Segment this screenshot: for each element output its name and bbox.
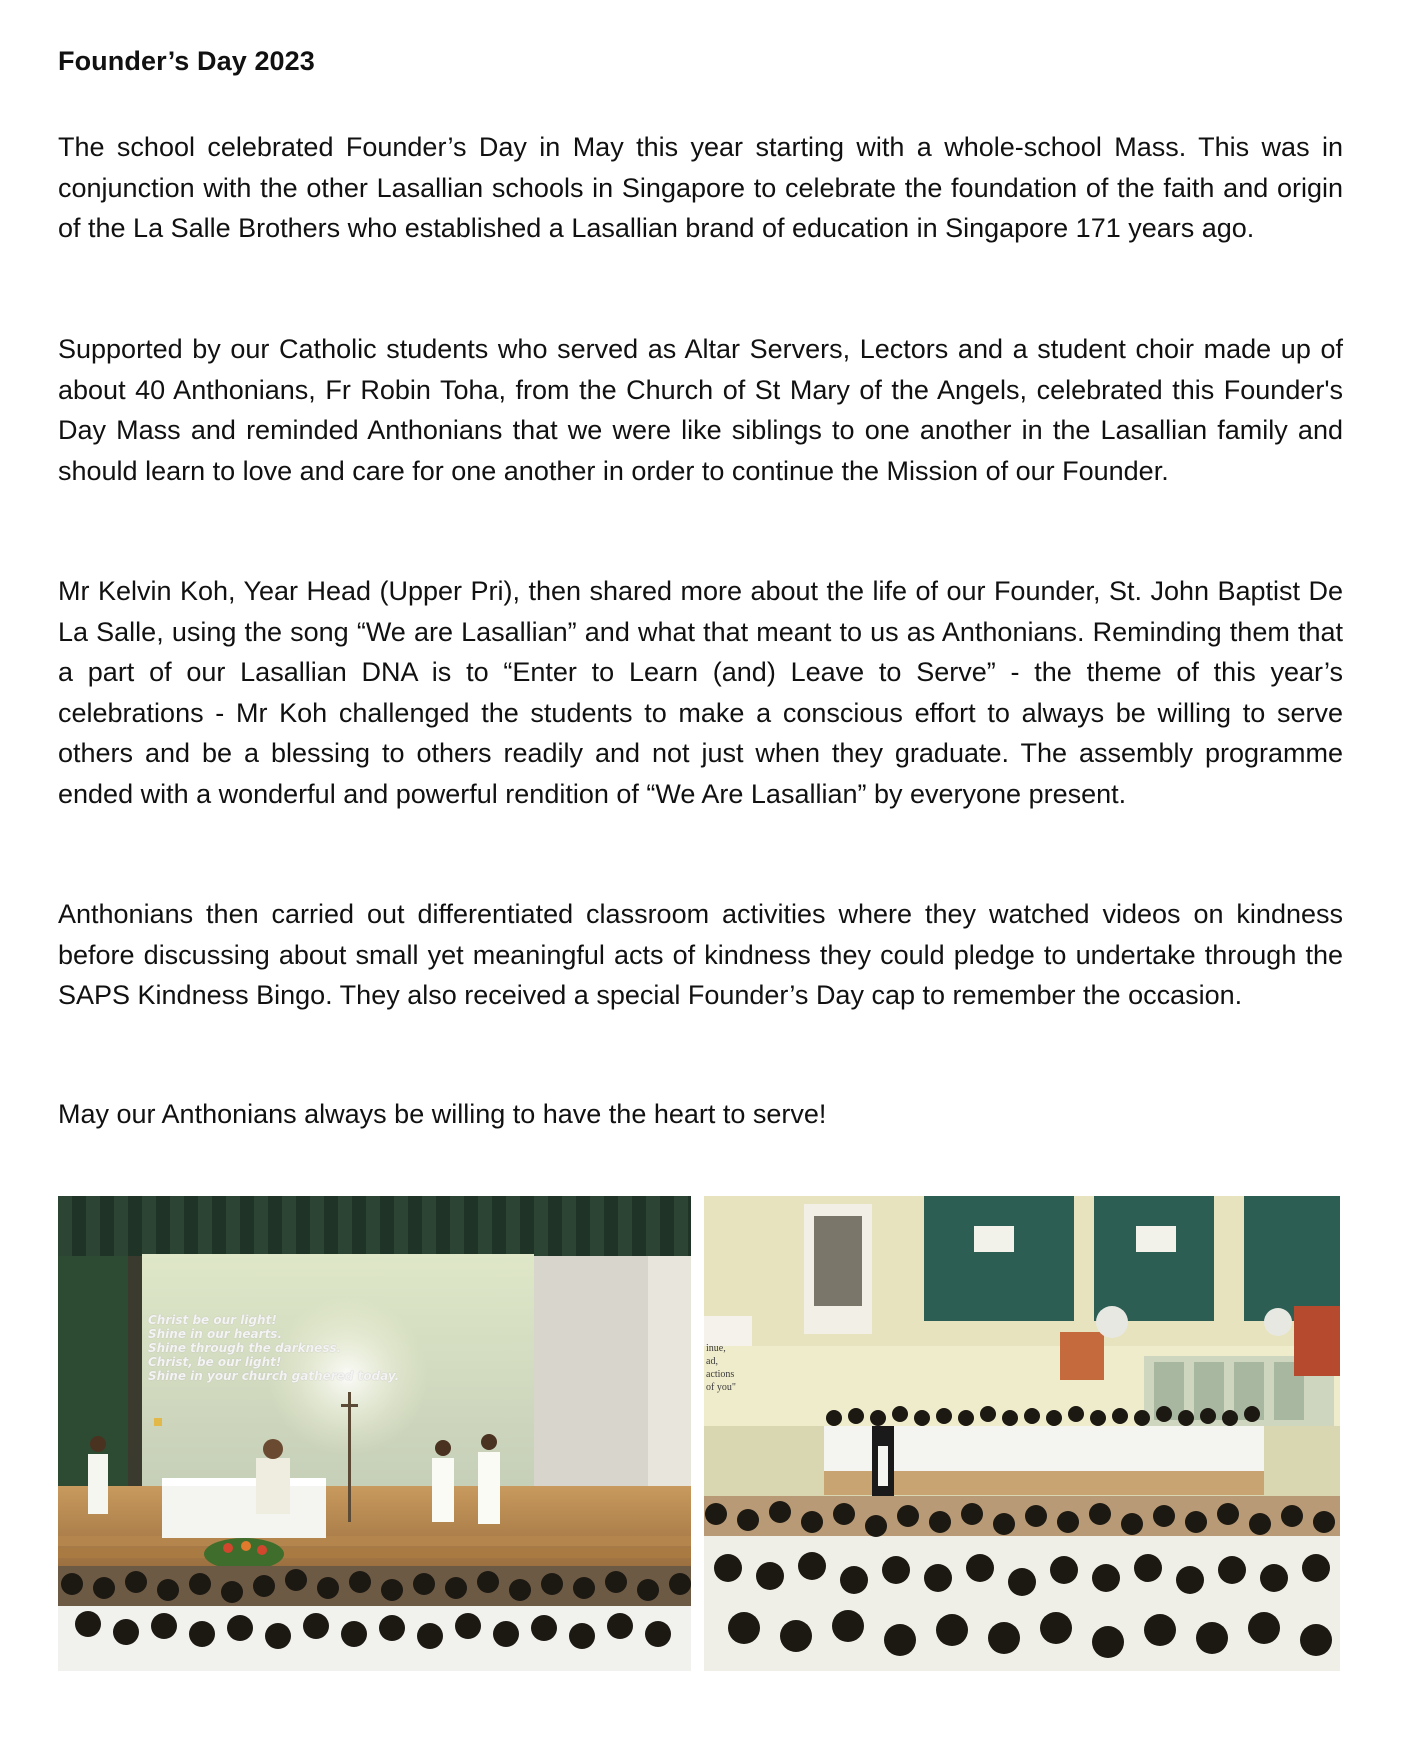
lyric-line: Shine in your church gathered today. (148, 1369, 400, 1383)
lyric-line: Christ be our light! (148, 1313, 277, 1327)
page-title: Founder’s Day 2023 (58, 46, 315, 76)
banner-line: of you" (706, 1382, 736, 1393)
paragraph-activities: Anthonians then carried out differentiated classroom activities where they watched videos on kindness before discussing about small yet meaningful acts of kindness they could pledge to undertake through the SAPS Kindness Bingo. They also received a special Founder’s Day cap to remember the occasion. (58, 899, 1343, 1010)
banner-line: actions (706, 1369, 735, 1380)
banner-line: ad, (706, 1356, 718, 1367)
paragraph-closing: May our Anthonians always be willing to have the heart to serve! (58, 1099, 827, 1129)
banner-text-fragment (706, 1342, 736, 1394)
lyric-line: Shine in our hearts. (148, 1327, 283, 1341)
choir-photo (704, 1196, 1340, 1671)
paragraph-intro: The school celebrated Founder’s Day in May this year starting with a whole-school Mass. This was in conjunction with the other Lasallian schools in Singapore to celebrate the foundation of the faith and origin of the La Salle Brothers who established a Lasallian brand of education in Singapore 171 years ago. (58, 132, 1343, 243)
projection-lyrics (148, 1313, 399, 1383)
lyric-line: Shine through the darkness. (148, 1341, 342, 1355)
paragraph-year-head: Mr Kelvin Koh, Year Head (Upper Pri), then shared more about the life of our Founder, St. John Baptist De La Salle, using the song “We are Lasallian” and what that meant to us as Anthonians. Reminding them that a part of our Lasallian DNA is to “Enter to Learn (and) Leave to Serve” - the theme of this year’s celebrations - Mr Koh challenged the students to make a conscious effort to always be willing to serve others and be a blessing to others readily and not just when they graduate. The assembly programme ended with a wonderful and powerful rendition of “We Are Lasallian” by everyone present. (58, 576, 1343, 809)
paragraph-mass: Supported by our Catholic students who served as Altar Servers, Lectors and a student choir made up of about 40 Anthonians, Fr Robin Toha, from the Church of St Mary of the Angels, celebrated this Founder's Day Mass and reminded Anthonians that we were like siblings to one another in the Lasallian family and should learn to love and care for one another in order to continue the Mission of our Founder. (58, 334, 1343, 486)
lyric-line: Christ, be our light! (148, 1355, 282, 1369)
mass-photo-image (58, 1196, 691, 1671)
choir-photo-image (704, 1196, 1340, 1671)
banner-line: inue, (706, 1343, 726, 1354)
mass-photo (58, 1196, 691, 1671)
